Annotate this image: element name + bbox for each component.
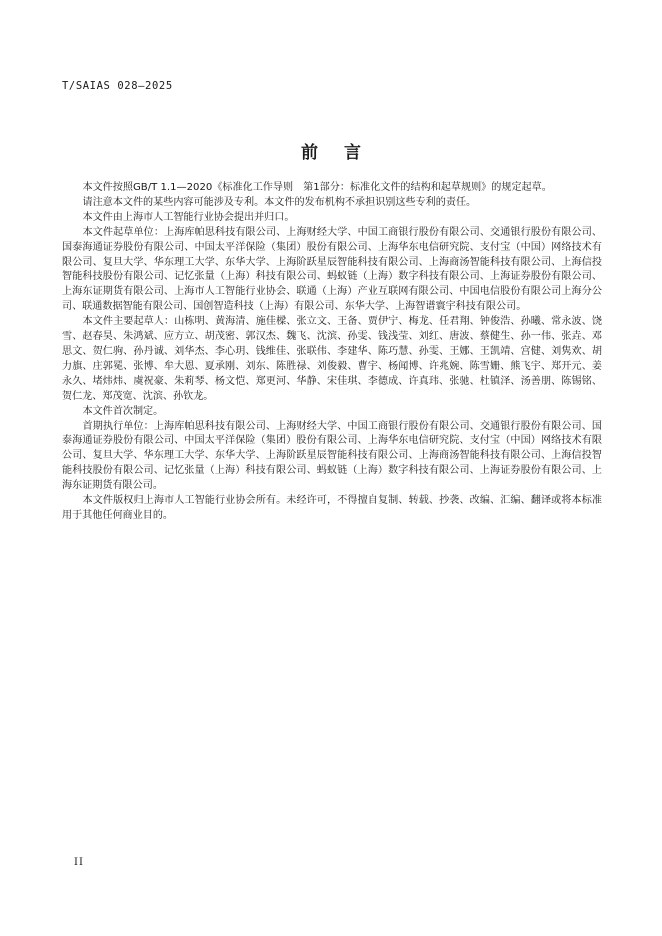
paragraph-proposer: 本文件由上海市人工智能行业协会提出并归口。 — [82, 211, 295, 223]
paragraph-drafting-basis: 本文件按照GB/T 1.1—2020《标准化工作导则 第1部分：标准化文件的结构和起草规则》的规定起草。 — [82, 182, 552, 193]
standard-code: T/SAIAS 028—2025 — [62, 80, 173, 92]
paragraph-first-implementers: 首期执行单位：上海库帕思科技有限公司、上海财经大学、中国工商银行股份有限公司、交通银行股份有限公司、国泰海通证券股份有限公司、中国太平洋保险（集团）股份有限公司、上海华东电信研究院、支付宝（中国）网络技术有限公司、复旦大学、华东理工大学、东华大学、上海阶跃星辰智能科技有限公司、上海商汤智能科技有限公司、上海信投智能科技股份有限公司、记忆张量（上海）科技有限公司、蚂蚁链（上海）数字科技有限公司、上海证券股份有限公司、上海东证期货有限公司。 — [62, 420, 602, 492]
page-title: 前言 — [301, 143, 387, 163]
paragraph-copyright: 本文件版权归上海市人工智能行业协会所有。未经许可，不得擅自复制、转载、抄袭、改编、汇编、翻译或将本标准用于其他任何商业目的。 — [62, 495, 602, 521]
paragraph-main-drafters: 本文件主要起草人：山栋明、黄海清、施佳樑、张立文、王备、贾伊宁、梅龙、任君翔、钟俊浩、孙曦、常永波、饶雪、赵春昊、朱鸿斌、应方立、胡茂密、郭汉杰、魏飞、沈滨、孙雯、钱浅莹、刘红、唐波、蔡健生、孙一伟、张垚、邓思文、贺仁驹、孙丹诚、刘华杰、李心玥、钱维佳、张联伟、李建华、陈巧慧、孙雯、王娜、王凯靖、宫健、刘隽欢、胡力旗、庄郭冕、张博、牟大恩、夏承刚、刘东、陈胜禄、刘俊毅、曹宇、杨闻博、许兆婉、陈雪姗、熊飞宇、郑开元、姜永久、堵炜炜、虞祝豪、朱莉琴、杨文恺、郑更河、华静、宋佳琪、李德成、许真玮、张驰、杜镇泽、汤善朋、陈锡铭、贺仁龙、郑茂宽、沈滨、孙钦龙。 — [62, 316, 602, 402]
page-number: II — [74, 857, 84, 868]
paragraph-patent-notice: 请注意本文件的某些内容可能涉及专利。本文件的发布机构不承担识别这些专利的责任。 — [82, 196, 477, 208]
foreword-body — [62, 181, 602, 524]
paragraph-drafting-units: 本文件起草单位：上海库帕思科技有限公司、上海财经大学、中国工商银行股份有限公司、交通银行股份有限公司、国泰海通证券股份有限公司、中国太平洋保险（集团）股份有限公司、上海华东电信研究院、支付宝（中国）网络技术有限公司、复旦大学、华东理工大学、东华大学、上海阶跃星辰智能科技有限公司、上海商汤智能科技有限公司、上海信投智能科技股份有限公司、记忆张量（上海）科技有限公司、蚂蚁链（上海）数字科技有限公司、上海证券股份有限公司、上海东证期货有限公司、上海市人工智能行业协会、联通（上海）产业互联网有限公司、中国电信股份有限公司上海分公司、联通数据智能有限公司、国创智造科技（上海）有限公司、东华大学、上海智谱寰宇科技有限公司。 — [62, 226, 602, 313]
paragraph-first-edition: 本文件首次制定。 — [82, 405, 164, 417]
